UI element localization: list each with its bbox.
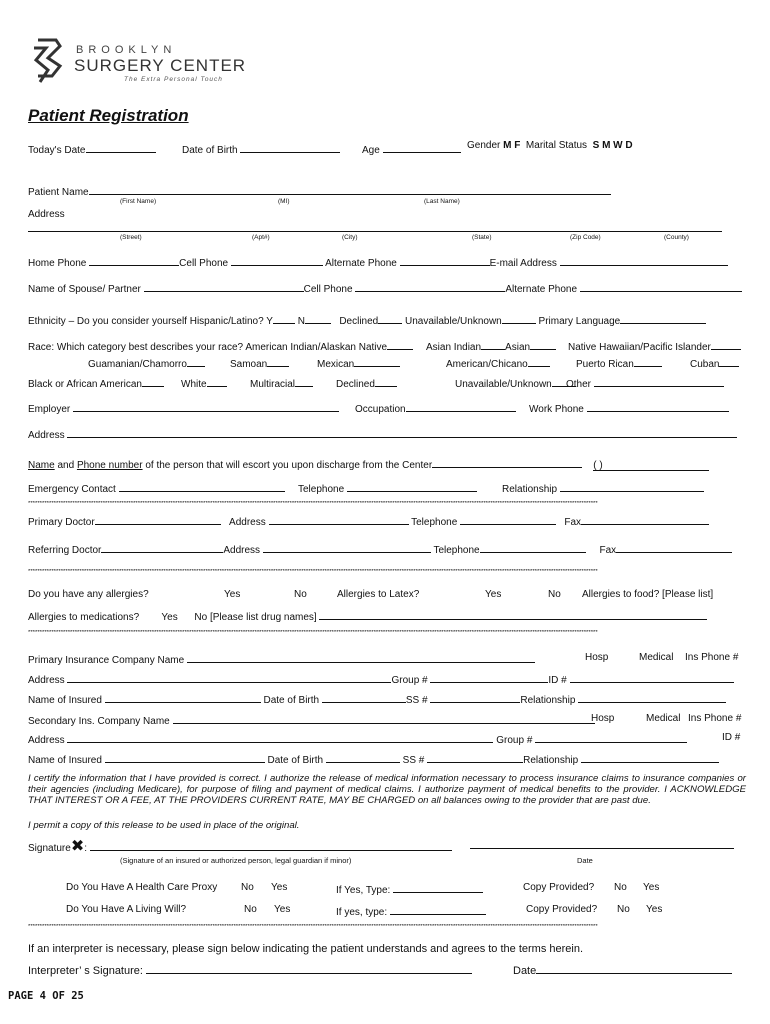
race-other-label: Other [566, 379, 592, 390]
emergency-relationship-field[interactable] [560, 481, 704, 492]
secondary-ins-label: Secondary Ins. Company Name [28, 716, 170, 727]
mi-caption: (MI) [278, 198, 290, 205]
alt-phone-field[interactable] [400, 255, 490, 266]
emergency-contact-field[interactable] [119, 481, 285, 492]
primary-language-field[interactable] [620, 313, 706, 324]
signature-date-field[interactable] [470, 838, 734, 849]
interpreter-sig-field[interactable] [146, 963, 472, 974]
ethnicity-n-label: N [297, 316, 305, 327]
address-field[interactable] [28, 221, 722, 232]
signature-label: Signature [28, 843, 71, 854]
race-multiracial-field[interactable] [295, 376, 313, 387]
rd-telephone-label: Telephone [433, 545, 480, 556]
race-native-field[interactable] [387, 339, 413, 350]
race-declined-field[interactable] [375, 376, 397, 387]
health-proxy-label: Do You Have A Health Care Proxy [66, 882, 218, 893]
id-field[interactable] [570, 672, 734, 683]
allergies-no[interactable]: No [294, 589, 307, 600]
signature-caption: (Signature of an insured or authorized person, legal guardian if minor) [120, 856, 352, 865]
dob-label: Date of Birth [182, 145, 238, 156]
ins-address-field[interactable] [67, 672, 391, 683]
meds-list-field[interactable] [319, 609, 707, 620]
logo-mark-icon [30, 36, 66, 88]
ins-relationship-field[interactable] [578, 692, 726, 703]
cell-phone-label: Cell Phone [179, 258, 229, 269]
name-insured-label: Name of Insured [28, 695, 102, 706]
emergency-telephone-field[interactable] [347, 481, 477, 492]
health-proxy-yes[interactable]: Yes [271, 882, 288, 893]
living-will-type-label: If yes, type: [336, 907, 388, 918]
pd-address-label: Address [229, 517, 266, 528]
logo-tagline: The Extra Personal Touch [124, 76, 223, 83]
meds-yes[interactable]: Yes [161, 612, 178, 623]
age-label: Age [362, 145, 380, 156]
group-field[interactable] [430, 672, 548, 683]
signature-x-icon: ✖ [70, 838, 85, 855]
living-will-copy-label: Copy Provided? [526, 904, 598, 915]
latex-no[interactable]: No [548, 589, 561, 600]
allergies-yes[interactable]: Yes [224, 589, 241, 600]
food-question: Allergies to food? [Please list] [582, 589, 714, 600]
race-samoan-field[interactable] [267, 356, 289, 367]
ss-field[interactable] [430, 692, 520, 703]
id-label: ID # [548, 675, 567, 686]
race-guamanian-field[interactable] [187, 356, 205, 367]
living-will-yes[interactable]: Yes [274, 904, 291, 915]
race-cuban-label: Cuban [690, 359, 720, 370]
patient-name-field[interactable] [89, 184, 611, 195]
spouse-label: Name of Spouse/ Partner [28, 284, 141, 295]
ethnicity-y-field[interactable] [273, 313, 295, 324]
sec-dob-label: Date of Birth [267, 755, 324, 766]
date-caption: Date [577, 856, 593, 865]
race-mexican-label: Mexican [317, 359, 355, 370]
race-chicano-label: American/Chicano [446, 359, 528, 370]
state-caption: (State) [472, 234, 492, 241]
patient-name-label: Patient Name [28, 187, 89, 198]
spouse-alt-field[interactable] [580, 281, 742, 292]
sec-ss-label: SS # [402, 755, 425, 766]
race-asian-indian-label: Asian Indian [426, 342, 482, 353]
living-will-no[interactable]: No [244, 904, 257, 915]
ins-dob-label: Date of Birth [263, 695, 320, 706]
escort-phone-label: Phone number [76, 460, 143, 471]
health-proxy-type-label: If Yes, Type: [336, 885, 391, 896]
living-will-copy-no[interactable]: No [617, 904, 630, 915]
dob-field[interactable] [240, 142, 340, 153]
interpreter-note: If an interpreter is necessary, please sign below indicating the patient understands and agrees to the terms herein. [28, 943, 584, 955]
pd-telephone-field[interactable] [460, 514, 556, 525]
sec-hosp-option[interactable]: Hosp [591, 713, 615, 724]
pd-address-field[interactable] [269, 514, 409, 525]
employer-field[interactable] [73, 401, 339, 412]
separator-1 [28, 501, 740, 507]
certification-text: I certify the information that I have provided is correct. I authorize the release of medical information necessary to process insurance claims to insurance companies or their agencies (including Medicare), for purpose of filing and payment of medical claims. I authorize payment of medical benefits to the provider. I ACKNOWLEDGE THAT INTEREST OR A FEE, AT THE PROVIDERS CURRENT RATE, MAY BE CHARGED on all balances owing to the provider that are past due. [28, 773, 746, 806]
work-phone-field[interactable] [587, 401, 729, 412]
meds-no[interactable]: No [194, 612, 208, 623]
race-question: Race: Which category best describes your race? American Indian/Alaskan Native [28, 342, 388, 353]
race-multiracial-label: Multiracial [250, 379, 296, 390]
emergency-contact-label: Emergency Contact [28, 484, 116, 495]
escort-name-label: Name [28, 460, 55, 471]
spouse-cell-field[interactable] [355, 281, 505, 292]
primary-doctor-label: Primary Doctor [28, 517, 95, 528]
ethnicity-question: Ethnicity – Do you consider yourself Hispanic/Latino? Y [28, 316, 273, 327]
pd-fax-label: Fax [564, 517, 582, 528]
ins-phone-label: Ins Phone # [685, 652, 739, 663]
ss-label: SS # [405, 695, 428, 706]
ethnicity-declined-field[interactable] [378, 313, 402, 324]
race-samoan-label: Samoan [230, 359, 268, 370]
living-will-type-field[interactable] [390, 904, 486, 915]
county-caption: (County) [664, 234, 689, 241]
first-name-caption: (First Name) [120, 198, 157, 205]
health-proxy-type-field[interactable] [393, 882, 483, 893]
email-field[interactable] [560, 255, 728, 266]
separator-3 [28, 630, 740, 636]
home-phone-label: Home Phone [28, 258, 87, 269]
last-name-caption: (Last Name) [424, 198, 460, 205]
separator-2 [28, 569, 740, 575]
name-insured-field[interactable] [105, 692, 261, 703]
referring-doctor-label: Referring Doctor [28, 545, 102, 556]
todays-date-field[interactable] [86, 142, 156, 153]
sec-group-field[interactable] [535, 732, 687, 743]
emergency-relationship-label: Relationship [502, 484, 558, 495]
secondary-ins-field[interactable] [173, 713, 595, 724]
page-title: Patient Registration [28, 106, 189, 125]
gender-label: Gender [467, 140, 501, 151]
pd-telephone-label: Telephone [411, 517, 458, 528]
zip-caption: (Zip Code) [570, 234, 601, 241]
primary-ins-label: Primary Insurance Company Name [28, 655, 185, 666]
marital-options[interactable]: S M W D [592, 140, 633, 151]
signature-field[interactable] [90, 840, 452, 851]
rd-fax-field[interactable] [616, 542, 732, 553]
escort-and: and [57, 460, 75, 471]
living-will-copy-yes[interactable]: Yes [646, 904, 663, 915]
ins-dob-field[interactable] [322, 692, 406, 703]
race-chicano-field[interactable] [528, 356, 550, 367]
spouse-field[interactable] [144, 281, 304, 292]
sec-dob-field[interactable] [326, 752, 400, 763]
group-label: Group # [391, 675, 428, 686]
living-will-label: Do You Have A Living Will? [66, 904, 187, 915]
escort-phone-paren: ( ) [593, 460, 603, 471]
gender-options[interactable]: M F [503, 140, 521, 151]
logo-line1: BROOKLYN [76, 44, 177, 56]
race-other-field[interactable] [594, 376, 724, 387]
work-phone-label: Work Phone [529, 404, 584, 415]
page-number: PAGE 4 OF 25 [8, 990, 84, 1002]
ethnicity-n-field[interactable] [305, 313, 331, 324]
race-unavailable-label: Unavailable/Unknown [455, 379, 552, 390]
medical-option[interactable]: Medical [639, 652, 674, 663]
ethnicity-unavailable-label: Unavailable/Unknown [405, 316, 502, 327]
primary-language-label: Primary Language [538, 316, 621, 327]
rd-telephone-field[interactable] [480, 542, 586, 553]
sec-group-label: Group # [496, 735, 533, 746]
race-asian-label: Asian [505, 342, 531, 353]
escort-rest: of the person that will escort you upon discharge from the Center [145, 460, 433, 471]
sec-ss-field[interactable] [427, 752, 523, 763]
occupation-field[interactable] [406, 401, 516, 412]
race-hawaiian-label: Native Hawaiian/Pacific Islander [568, 342, 711, 353]
meds-list-label: [Please list drug names] [209, 612, 317, 623]
referring-doctor-field[interactable] [101, 542, 223, 553]
latex-question: Allergies to Latex? [337, 589, 420, 600]
interpreter-date-field[interactable] [536, 963, 732, 974]
home-phone-field[interactable] [89, 255, 179, 266]
ethnicity-unavailable-field[interactable] [502, 313, 536, 324]
sec-relationship-label: Relationship [523, 755, 579, 766]
logo [28, 36, 248, 92]
race-asian-field[interactable] [530, 339, 556, 350]
race-hawaiian-field[interactable] [711, 339, 741, 350]
race-puerto-rican-label: Puerto Rican [576, 359, 634, 370]
age-field[interactable] [383, 142, 461, 153]
escort-phone-field[interactable] [593, 460, 709, 471]
marital-label: Marital Status [525, 140, 588, 151]
primary-doctor-field[interactable] [95, 514, 221, 525]
race-white-field[interactable] [207, 376, 227, 387]
logo-line2: SURGERY CENTER [74, 56, 247, 75]
sec-address-field[interactable] [67, 732, 493, 743]
race-guamanian-label: Guamanian/Chamorro [88, 359, 187, 370]
allergies-question: Do you have any allergies? [28, 589, 149, 600]
alt-phone-label: Alternate Phone [325, 258, 397, 269]
sec-id-label: ID # [722, 732, 741, 743]
employer-address-label: Address [28, 430, 65, 441]
cell-phone-field[interactable] [231, 255, 323, 266]
separator-4 [28, 924, 698, 930]
apt-caption: (Apt#) [252, 234, 270, 241]
ins-relationship-label: Relationship [520, 695, 576, 706]
sec-relationship-field[interactable] [581, 752, 719, 763]
sec-name-insured-field[interactable] [105, 752, 265, 763]
employer-label: Employer [28, 404, 71, 415]
spouse-cell-label: Cell Phone [303, 284, 353, 295]
hosp-option[interactable]: Hosp [585, 652, 609, 663]
meds-question: Allergies to medications? [28, 612, 140, 623]
employer-address-field[interactable] [67, 427, 737, 438]
emergency-telephone-label: Telephone [298, 484, 345, 495]
email-label: E-mail Address [489, 258, 557, 269]
escort-name-field[interactable] [432, 457, 582, 468]
rd-address-field[interactable] [263, 542, 431, 553]
race-black-field[interactable] [142, 376, 164, 387]
ins-address-label: Address [28, 675, 65, 686]
rd-address-label: Address [223, 545, 261, 556]
interpreter-date-label: Date [513, 965, 537, 977]
ethnicity-declined-label: Declined [339, 316, 379, 327]
health-proxy-copy-label: Copy Provided? [523, 882, 595, 893]
primary-ins-field[interactable] [187, 652, 535, 663]
address-label: Address [28, 209, 65, 220]
health-proxy-no[interactable]: No [241, 882, 254, 893]
spouse-alt-label: Alternate Phone [505, 284, 578, 295]
health-proxy-copy-yes[interactable]: Yes [643, 882, 660, 893]
race-puerto-rican-field[interactable] [634, 356, 662, 367]
race-white-label: White [181, 379, 207, 390]
race-mexican-field[interactable] [354, 356, 400, 367]
rd-fax-label: Fax [599, 545, 617, 556]
sec-address-label: Address [28, 735, 65, 746]
todays-date-label: Today's Date [28, 145, 86, 156]
race-declined-label: Declined [336, 379, 375, 390]
sec-name-insured-label: Name of Insured [28, 755, 102, 766]
city-caption: (City) [342, 234, 358, 241]
sec-ins-phone-label: Ins Phone # [688, 713, 742, 724]
sec-medical-option[interactable]: Medical [646, 713, 681, 724]
occupation-label: Occupation [355, 404, 406, 415]
latex-yes[interactable]: Yes [485, 589, 502, 600]
pd-fax-field[interactable] [581, 514, 709, 525]
permit-copy-text: I permit a copy of this release to be used in place of the original. [28, 820, 300, 831]
street-caption: (Street) [120, 234, 142, 241]
race-cuban-field[interactable] [719, 356, 739, 367]
race-black-label: Black or African American [28, 379, 142, 390]
interpreter-sig-label: Interpreter’ s Signature: [28, 965, 143, 977]
health-proxy-copy-no[interactable]: No [614, 882, 627, 893]
race-asian-indian-field[interactable] [481, 339, 505, 350]
